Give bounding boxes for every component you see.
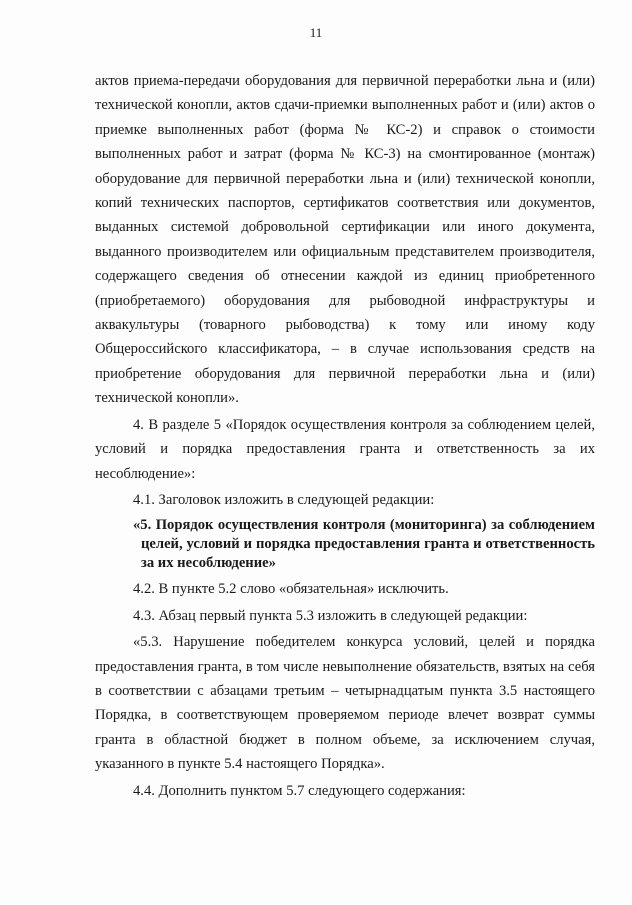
paragraph-item-4-2: 4.2. В пункте 5.2 слово «обязательная» исключить. — [133, 581, 449, 598]
section-5-heading — [95, 516, 595, 573]
paragraph-item-4-4: 4.4. Дополнить пунктом 5.7 следующего содержания: — [133, 782, 466, 799]
paragraph-continuation: актов приема-передачи оборудования для первичной переработки льна и (или) технической конопли, актов сдачи-приемки выполненных работ и (или) актов о приемке выполненных работ (форма № КС-2) и справок о стоимости выполненных работ и затрат (форма № КС-3) на смонтированное (монтаж) оборудование для первичной переработки льна и (или) технической конопли, копий технических паспортов, сертификатов соответствия или документов, выданных системой добровольной сертификации или иного документа, выданного производителем или официальным представителем производителя, содержащего сведения об отнесении каждой из единиц приобретенного (приобретаемого) оборудования для рыбоводной инфраструктуры и аквакультуры (товарного рыбоводства) к тому или иному коду Общероссийского классификатора, – в случае использования средств на приобретение оборудования для первичной переработки льна и (или) технической конопли». — [95, 73, 595, 407]
document-body — [95, 69, 595, 803]
page-number: 11 — [309, 25, 323, 40]
paragraph-item-4-1: 4.1. Заголовок изложить в следующей редакции: — [133, 491, 435, 508]
paragraph-item-4-3: 4.3. Абзац первый пункта 5.3 изложить в следующей редакции: — [133, 607, 528, 624]
paragraph-item-4: 4. В разделе 5 «Порядок осуществления контроля за соблюдением целей, условий и порядка предоставления гранта и ответственность за их несоблюдение»: — [95, 416, 595, 482]
paragraph-quote-5-3: «5.3. Нарушение победителем конкурса условий, целей и порядка предоставления гранта, в том числе невыполнение обязательств, взятых на себя в соответствии с абзацами третьим – четырнадцатым пункта 3.5 настоящего Порядка, в соответствующем проверяемом периоде влечет возврат суммы гранта в областной бюджет в полном объеме, за исключением случая, указанного в пункте 5.4 настоящего Порядка». — [95, 634, 595, 773]
section-5-heading-text: «5. Порядок осуществления контроля (мониторинга) за соблюдением целей, условий и порядка предоставления гранта и ответственность за их несоблюдение» — [133, 517, 595, 572]
